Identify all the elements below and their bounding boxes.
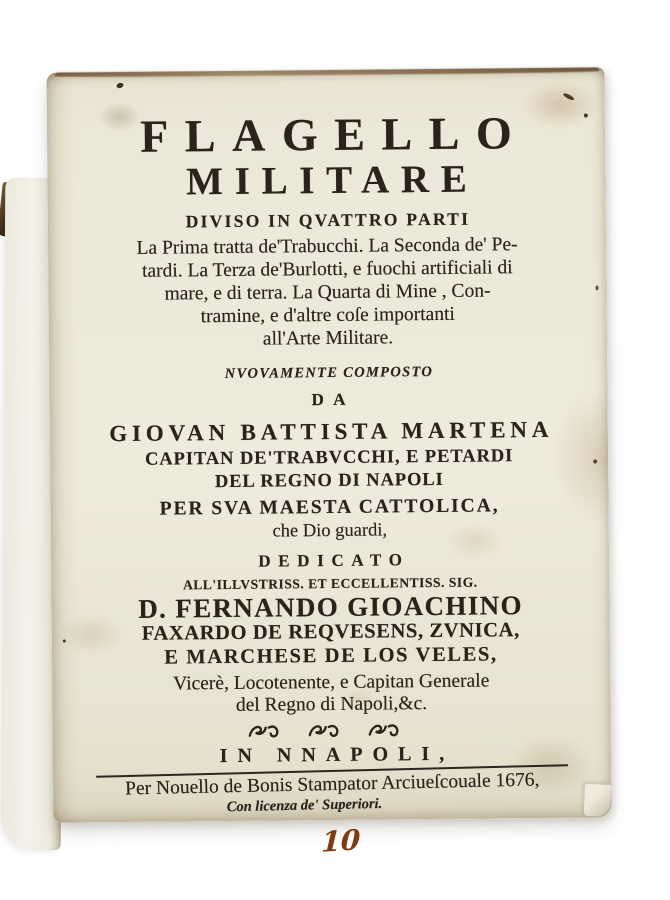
by-label: DA <box>311 389 355 409</box>
title-page-leaf <box>46 67 611 860</box>
fleuron-ornament-icon <box>83 721 581 742</box>
argument-line: La Prima tratta de'Trabucchi. La Seconda de' Pe- <box>136 234 518 259</box>
author-rank-line-2: DEL REGNO DI NAPOLI <box>214 469 444 493</box>
imprint-place: IN NNAPOLI, <box>219 743 455 768</box>
imprint-publisher: Per Nouello de Bonis Stampator Arciueſcouale 1676, <box>124 769 540 800</box>
author-rank-line-1: CAPITAN DE'TRABVCCHI, E PETARDI <box>144 446 514 470</box>
dedicatee-titles-line-1: Vicerè, Locotenente, e Capitan Generale <box>173 670 490 695</box>
author-name: GIOVAN BATTISTA MARTENA <box>109 417 554 447</box>
argument-line: all'Arte Militare. <box>262 327 394 350</box>
book-title-word-2: MILITARE <box>185 157 479 204</box>
argument-line: mare, e di terra. La Quarta di Mine , Con- <box>164 280 491 305</box>
parts-heading: DIVISO IN QVATTRO PARTI <box>185 208 471 232</box>
book-title-word-1: FLAGELLO <box>140 107 529 162</box>
argument-line: tardi. La Terza de'Burlotti, e fuochi artificiali di <box>141 257 513 282</box>
dedication-heading: DEDICATO <box>258 550 410 571</box>
handwritten-inventory-number: 10 <box>320 823 361 860</box>
god-guard-line: che Dio guardi, <box>272 520 388 542</box>
argument-line: tramine, e d'altre coſe importanti <box>200 303 455 328</box>
dedicatee-titles-line-2: del Regno di Napoli,&c. <box>235 693 428 716</box>
dedicatee-name-line-2: FAXARDO DE REQVESENS, ZVNICA, <box>141 619 520 646</box>
newly-composed-note: NVOVAMENTE COMPOSTO <box>224 364 434 383</box>
dedication-honorific: ALL'ILLVSTRISS. ET ECCELLENTISS. SIG. <box>182 574 478 592</box>
imprint-license: Con licenza de' Superiori. <box>226 795 383 816</box>
author-service-line: PER SVA MAESTA CATTOLICA, <box>159 495 500 520</box>
dedicatee-name-line-1: D. FERNANDO GIOACHINO <box>138 590 524 624</box>
printed-text-block <box>46 67 611 860</box>
dedicatee-name-line-3: E MARCHESE DE LOS VELES, <box>164 643 498 669</box>
argument-paragraph <box>78 233 577 353</box>
